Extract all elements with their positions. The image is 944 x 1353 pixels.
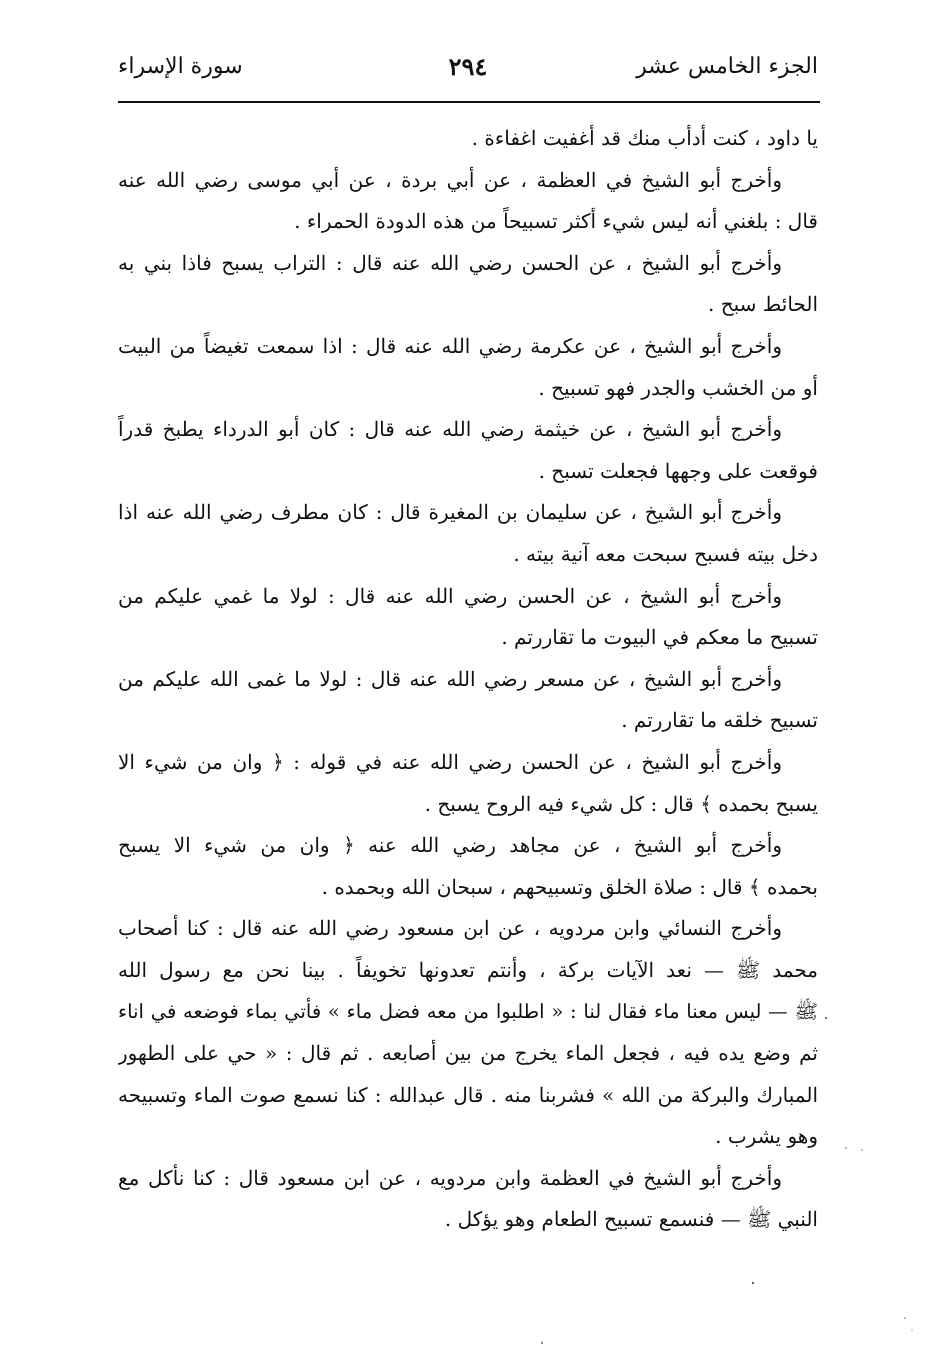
text-line: وأخرج أبو الشيخ ، عن خيثمة رضي الله عنه قال : كان أبو الدرداء يطبخ قدراً — [118, 417, 782, 442]
text-line: وأخرج أبو الشيخ ، عن الحسن رضي الله عنه في قوله : ﴿ وان من شيء الا — [118, 749, 782, 774]
running-header — [118, 50, 818, 90]
text-line: محمد ﷺ — نعد الآيات بركة ، وأنتم تعدونها تخويفاً . بينا نحن مع رسول الله — [118, 957, 818, 982]
text-line: يا داود ، كنت أدأب منك قد أغفيت اغفاءة . — [471, 126, 818, 150]
text-line: ثم وضع يده فيه ، فجعل الماء يخرج من بين أصابعه . ثم قال : « حي على الطهور — [118, 1041, 818, 1066]
text-line: وأخرج أبو الشيخ ، عن مسعر رضي الله عنه قال : لولا ما غمى الله عليكم من — [118, 666, 782, 691]
page-number: ٢٩٤ — [448, 52, 488, 81]
text-line: وأخرج أبو الشيخ في العظمة وابن مردويه ، عن ابن مسعود قال : كنا نأكل مع — [118, 1165, 782, 1190]
text-line: وأخرج النسائي وابن مردويه ، عن ابن مسعود رضي الله عنه قال : كنا أصحاب — [118, 916, 782, 941]
text-line: وأخرج أبو الشيخ ، عن سليمان بن المغيرة قال : كان مطرف رضي الله عنه اذا — [118, 500, 782, 525]
text-line: وأخرج أبو الشيخ ، عن الحسن رضي الله عنه قال : لولا ما غمي عليكم من — [118, 583, 782, 608]
text-line: قال : بلغني أنه ليس شيء أكثر تسبيحاً من هذه الدودة الحمراء . — [294, 209, 818, 234]
text-line: يسبح بحمده ﴾ قال : كل شيء فيه الروح يسبح . — [424, 791, 818, 816]
header-rule — [118, 101, 820, 103]
page-body — [118, 118, 818, 1241]
text-line: أو من الخشب والجدر فهو تسبيح . — [538, 375, 818, 400]
text-line: النبي ﷺ — فنسمع تسبيح الطعام وهو يؤكل . — [444, 1207, 818, 1232]
text-line: المبارك والبركة من الله » فشربنا منه . قال عبدالله : كنا نسمع صوت الماء وتسبيحه — [118, 1082, 818, 1107]
surah-title: سورة الإسراء — [118, 54, 243, 79]
text-line: دخل بيته فسبح سبحت معه آنية بيته . — [513, 541, 818, 566]
text-line: تسبيح خلقه ما تقاررتم . — [621, 708, 818, 733]
text-line: وأخرج أبو الشيخ ، عن الحسن رضي الله عنه قال : التراب يسبح فاذا بني به — [118, 250, 782, 275]
text-line: وأخرج أبو الشيخ ، عن عكرمة رضي الله عنه قال : اذا سمعت تغيضاً من البيت — [118, 333, 782, 358]
text-line: وأخرج أبو الشيخ ، عن مجاهد رضي الله عنه ﴿ وان من شيء الا يسبح — [118, 833, 782, 858]
text-line: ﷺ — ليس معنا ماء فقال لنا : « اطلبوا من معه فضل ماء » فأتي بماء فوضعه في اناء — [118, 1000, 818, 1024]
text-line: الحائط سبح . — [708, 292, 818, 317]
text-line: وهو يشرب . — [715, 1124, 818, 1149]
text-line: بحمده ﴾ قال : صلاة الخلق وتسبيحهم ، سبحان الله وبحمده . — [321, 874, 818, 899]
text-line: تسبيح ما معكم في البيوت ما تقاررتم . — [501, 625, 818, 650]
chapter-title: الجزء الخامس عشر — [636, 54, 818, 79]
text-line: وأخرج أبو الشيخ في العظمة ، عن أبي بردة ، عن أبي موسى رضي الله عنه — [118, 167, 782, 192]
text-line: فوقعت على وجهها فجعلت تسبح . — [538, 458, 818, 483]
